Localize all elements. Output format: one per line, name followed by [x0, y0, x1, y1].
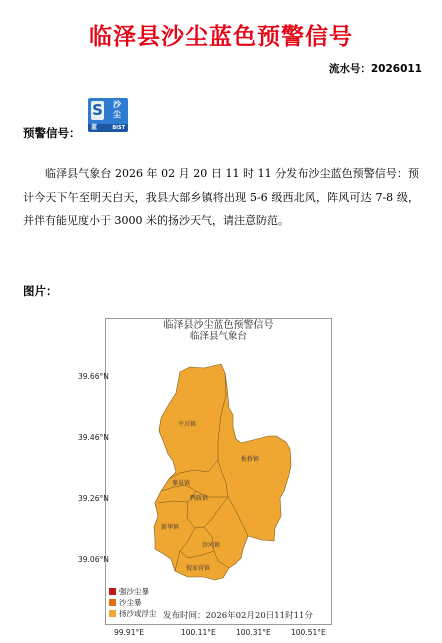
warning-body-text: 临泽县气象台 2026 年 02 月 20 日 11 时 11 分发布沙尘蓝色预警信号：预计今天下午至明天白天，我县大部乡镇将出现 5-6 级西北风，阵风可达 7-8 级，并伴有能见度小于 3000 米的扬沙天气，请注意防范。 — [23, 167, 419, 227]
legend-label: 沙尘暴 — [119, 598, 142, 607]
lon-label: 100.31°E — [236, 628, 271, 637]
legend-swatch — [109, 610, 116, 617]
signal-icon-text-line2: 尘 — [113, 110, 121, 119]
town-label: 平川镇 — [178, 421, 197, 428]
town-label: 倪家营镇 — [186, 565, 211, 572]
signal-icon-level: 蓝 — [91, 124, 98, 131]
picture-label: 图片： — [23, 284, 58, 298]
lat-label: 39.46°N — [78, 433, 109, 442]
town-label: 沙河镇 — [202, 542, 221, 549]
county-map — [78, 315, 342, 625]
legend-label: 强沙尘暴 — [119, 587, 149, 596]
lat-label: 39.06°N — [78, 555, 109, 564]
lon-label: 100.51°E — [291, 628, 326, 637]
lat-label: 39.66°N — [78, 372, 109, 381]
signal-icon-english: BIST — [112, 125, 125, 131]
signal-label: 预警信号： — [23, 126, 81, 140]
map-title: 临泽县沙尘蓝色预警信号 — [163, 320, 274, 331]
legend-item — [109, 586, 157, 597]
map-subtitle: 临泽县气象台 — [189, 331, 247, 342]
serial-number: 流水号：2026011 — [328, 63, 422, 75]
page-title: 临泽县沙尘蓝色预警信号 — [89, 24, 353, 50]
warning-map-figure — [78, 315, 342, 643]
signal-icon-text-line1: 沙 — [113, 100, 121, 109]
county-region — [154, 364, 291, 580]
town-label: 鸭暖镇 — [190, 495, 209, 502]
legend-swatch — [109, 588, 116, 595]
legend-item — [109, 608, 157, 619]
legend-label: 扬沙或浮尘 — [119, 609, 157, 618]
town-label: 新华镇 — [161, 524, 180, 531]
map-legend — [109, 586, 157, 619]
legend-item — [109, 597, 157, 608]
town-label: 板桥镇 — [241, 456, 260, 463]
town-label: 蓼泉镇 — [172, 480, 191, 487]
legend-swatch — [109, 599, 116, 606]
lon-label: 99.91°E — [114, 628, 144, 637]
map-issue-time: 发布时间：2026年02月20日11时11分 — [163, 611, 313, 621]
lat-label: 39.26°N — [78, 494, 109, 503]
sandstorm-blue-warning-icon — [88, 98, 128, 132]
signal-icon-letter: S — [92, 101, 103, 119]
signal-icon-text — [108, 100, 126, 120]
lon-label: 100.11°E — [181, 628, 216, 637]
